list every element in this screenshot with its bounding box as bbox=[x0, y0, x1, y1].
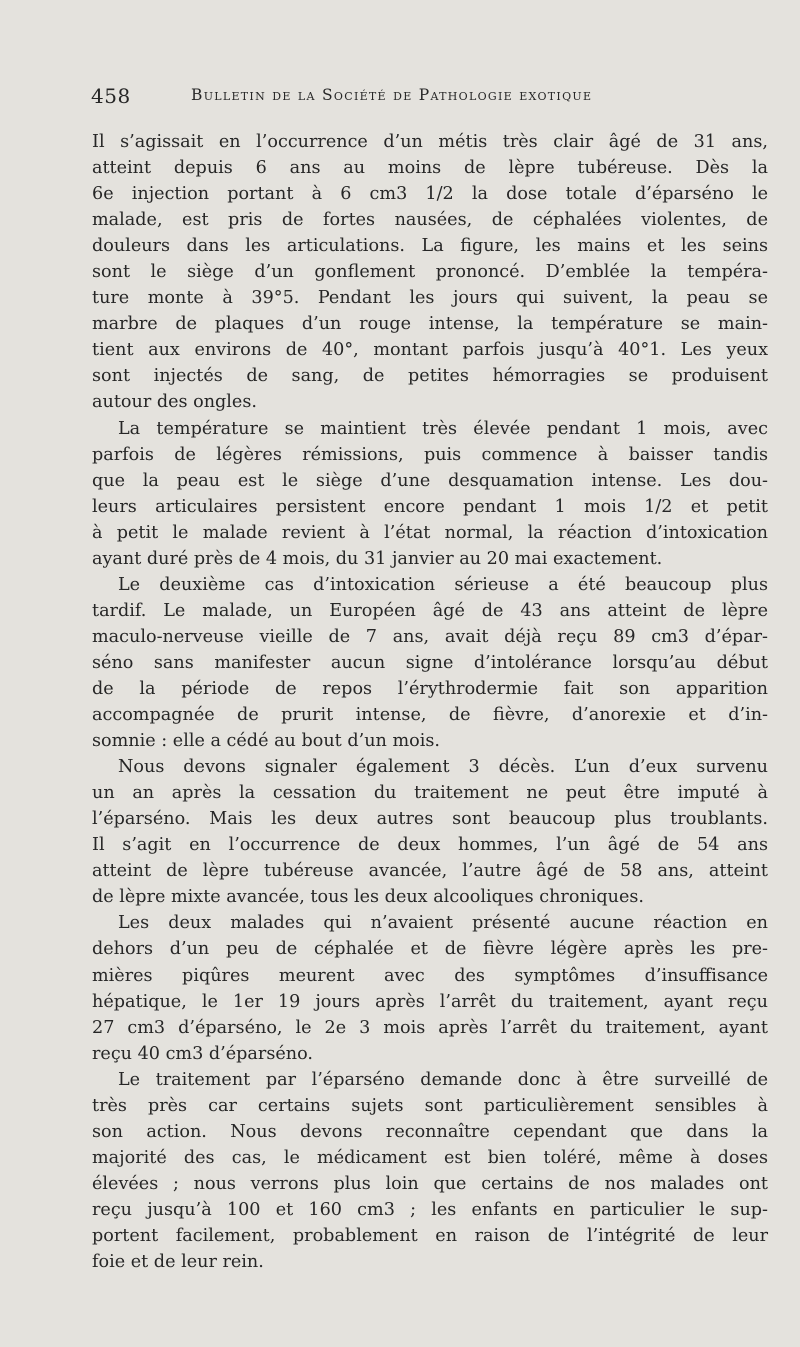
text-line: atteint de lèpre tubéreuse avancée, l’autre âgé de 58 ans, atteint bbox=[92, 861, 768, 882]
text-line: reçu jusqu’à 100 et 160 cm3 ; les enfants en particulier le sup- bbox=[92, 1199, 768, 1220]
text-line: l’éparséno. Mais les deux autres sont beaucoup plus troublants. bbox=[92, 809, 768, 830]
text-line: tardif. Le malade, un Européen âgé de 43 ans atteint de lèpre bbox=[92, 600, 768, 621]
text-line: Il s’agit en l’occurrence de deux hommes, l’un âgé de 54 ans bbox=[92, 835, 768, 856]
text-line: Nous devons signaler également 3 décès. L’un d’eux survenu bbox=[118, 757, 768, 778]
text-line: accompagnée de prurit intense, de fièvre, d’anorexie et d’in- bbox=[92, 705, 768, 726]
paragraph bbox=[92, 910, 768, 1066]
text-line: séno sans manifester aucun signe d’intolérance lorsqu’au début bbox=[92, 652, 768, 673]
text-line: somnie : elle a cédé au bout d’un mois. bbox=[92, 731, 440, 752]
text-line: très près car certains sujets sont particulièrement sensibles à bbox=[92, 1095, 768, 1116]
text-line: douleurs dans les articulations. La figure, les mains et les seins bbox=[92, 236, 768, 257]
text-line: que la peau est le siège d’une desquamation intense. Les dou- bbox=[92, 470, 768, 491]
text-line: Le traitement par l’éparséno demande donc à être surveillé de bbox=[118, 1069, 768, 1090]
page-number: 458 bbox=[91, 84, 131, 108]
paragraph bbox=[92, 416, 768, 572]
text-line: maculo-nerveuse vieille de 7 ans, avait déjà reçu 89 cm3 d’épar- bbox=[92, 626, 768, 647]
text-line: de lèpre mixte avancée, tous les deux alcooliques chroniques. bbox=[92, 887, 645, 908]
text-line: élevées ; nous verrons plus loin que certains de nos malades ont bbox=[92, 1173, 768, 1194]
paragraph bbox=[92, 754, 768, 910]
text-line: autour des ongles. bbox=[92, 392, 257, 413]
text-line: marbre de plaques d’un rouge intense, la température se main- bbox=[92, 314, 768, 335]
text-line: un an après la cessation du traitement ne peut être imputé à bbox=[92, 783, 768, 804]
text-line: son action. Nous devons reconnaître cependant que dans la bbox=[92, 1121, 768, 1142]
text-line: reçu 40 cm3 d’éparséno. bbox=[92, 1043, 313, 1064]
text-line: Il s’agissait en l’occurrence d’un métis très clair âgé de 31 ans, bbox=[92, 132, 768, 152]
text-line: à petit le malade revient à l’état normal, la réaction d’intoxication bbox=[92, 522, 768, 543]
text-line: parfois de légères rémissions, puis commence à baisser tandis bbox=[92, 444, 768, 465]
text-line: atteint depuis 6 ans au moins de lèpre tubéreuse. Dès la bbox=[92, 158, 768, 179]
text-line: ture monte à 39°5. Pendant les jours qui suivent, la peau se bbox=[92, 288, 768, 309]
running-header bbox=[91, 84, 708, 114]
text-line: 6e injection portant à 6 cm3 1/2 la dose totale d’éparséno le bbox=[92, 184, 768, 205]
text-line: de la période de repos l’érythrodermie fait son apparition bbox=[92, 678, 768, 699]
text-line: La température se maintient très élevée pendant 1 mois, avec bbox=[118, 418, 768, 439]
body-text bbox=[92, 129, 768, 1275]
running-title: Bulletin de la Société de Pathologie exotique bbox=[191, 86, 593, 104]
text-line: tient aux environs de 40°, montant parfois jusqu’à 40°1. Les yeux bbox=[92, 340, 768, 361]
text-line: dehors d’un peu de céphalée et de fièvre légère après les pre- bbox=[92, 939, 768, 960]
text-line: ayant duré près de 4 mois, du 31 janvier au 20 mai exactement. bbox=[92, 548, 663, 569]
text-line: sont le siège d’un gonflement prononcé. D’emblée la tempéra- bbox=[92, 262, 768, 283]
text-line: majorité des cas, le médicament est bien toléré, même à doses bbox=[92, 1147, 768, 1168]
text-line: malade, est pris de fortes nausées, de céphalées violentes, de bbox=[92, 210, 768, 231]
text-line: Le deuxième cas d’intoxication sérieuse a été beaucoup plus bbox=[118, 574, 768, 595]
text-line: mières piqûres meurent avec des symptômes d’insuffisance bbox=[92, 965, 768, 986]
text-line: foie et de leur rein. bbox=[92, 1252, 264, 1273]
paragraph bbox=[92, 129, 768, 416]
text-line: portent facilement, probablement en raison de l’intégrité de leur bbox=[92, 1225, 768, 1246]
text-line: leurs articulaires persistent encore pendant 1 mois 1/2 et petit bbox=[92, 496, 768, 517]
paragraph bbox=[92, 572, 768, 754]
text-line: sont injectés de sang, de petites hémorragies se produisent bbox=[92, 366, 768, 387]
text-line: 27 cm3 d’éparséno, le 2e 3 mois après l’arrêt du traitement, ayant bbox=[92, 1017, 768, 1038]
text-line: Les deux malades qui n’avaient présenté aucune réaction en bbox=[118, 913, 768, 934]
paragraph bbox=[92, 1067, 768, 1275]
text-line: hépatique, le 1er 19 jours après l’arrêt du traitement, ayant reçu bbox=[92, 991, 768, 1012]
